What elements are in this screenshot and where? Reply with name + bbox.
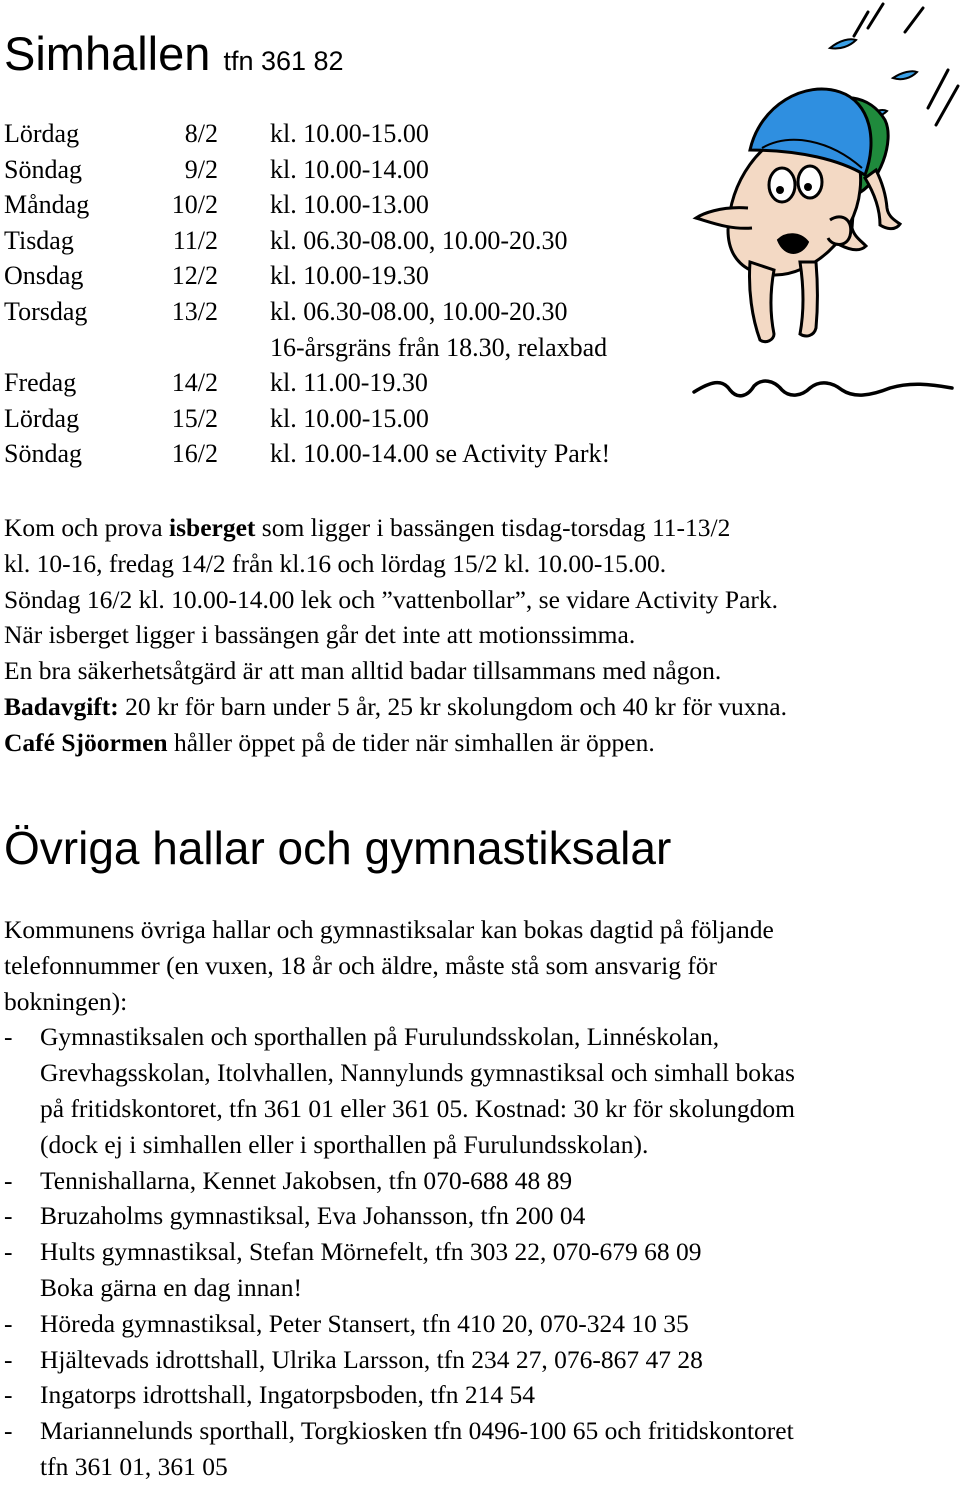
- fee-label: Badavgift:: [4, 691, 119, 721]
- list-dash: -: [4, 1022, 13, 1052]
- simhallen-info: [4, 510, 954, 761]
- booking-list: [4, 1019, 954, 1484]
- list-item-line: Boka gärna en dag innan!: [40, 1272, 302, 1302]
- list-item-line: Gymnastiksalen och sporthallen på Furulundsskolan, Linnéskolan,: [40, 1022, 720, 1052]
- intro-line: telefonnummer (en vuxen, 18 år och äldre, måste stå som ansvarig för: [4, 950, 718, 980]
- list-dash: -: [4, 1237, 13, 1267]
- info-line-1-pre: Kom och prova: [4, 513, 170, 542]
- schedule-time: kl. 10.00-15.00: [270, 403, 429, 433]
- schedule-time: kl. 06.30-08.00, 10.00-20.30: [270, 225, 568, 255]
- list-item: [4, 1163, 954, 1199]
- diver-cartoon-icon: [690, 0, 960, 400]
- list-item-line: Hjältevads idrottshall, Ulrika Larsson, tfn 234 27, 076-867 47 28: [40, 1344, 703, 1374]
- cafe-label: Café Sjöormen: [4, 727, 168, 757]
- list-item-line: Grevhagsskolan, Itolvhallen, Nannylunds gymnastiksal och simhall bokas: [40, 1058, 795, 1088]
- fee-line: [4, 689, 954, 725]
- schedule-time: kl. 10.00-19.30: [270, 261, 429, 291]
- list-item: [4, 1019, 954, 1162]
- ovriga-title: Övriga hallar och gymnastiksalar: [4, 822, 672, 874]
- schedule-time: kl. 11.00-19.30: [270, 368, 428, 398]
- list-item: [4, 1377, 954, 1413]
- list-dash: -: [4, 1416, 13, 1446]
- list-item: [4, 1342, 954, 1378]
- info-line-2: kl. 10-16, fredag 14/2 från kl.16 och lördag 15/2 kl. 10.00-15.00.: [4, 548, 667, 578]
- info-line-3: Söndag 16/2 kl. 10.00-14.00 lek och ”vattenbollar”, se vidare Activity Park.: [4, 584, 779, 614]
- schedule-time: kl. 10.00-15.00: [270, 119, 429, 148]
- schedule-time: kl. 06.30-08.00, 10.00-20.30: [270, 296, 568, 326]
- schedule-date: 13/2: [171, 296, 218, 326]
- cafe-line: [4, 725, 954, 761]
- schedule-date: 12/2: [171, 261, 218, 291]
- schedule-time: kl. 10.00-14.00 se Activity Park!: [270, 439, 611, 469]
- list-item: [4, 1234, 954, 1306]
- list-item: [4, 1413, 954, 1485]
- list-dash: -: [4, 1344, 13, 1374]
- isberget-bold: isberget: [169, 513, 256, 542]
- list-item: [4, 1198, 954, 1234]
- schedule-day: Lördag: [4, 403, 80, 433]
- info-line-1-post: som ligger i bassängen tisdag-torsdag 11-13/2: [255, 513, 731, 542]
- schedule-day: Söndag: [4, 154, 82, 184]
- schedule-day: Fredag: [4, 368, 77, 398]
- schedule-time: kl. 10.00-13.00: [270, 190, 429, 220]
- schedule-date: 14/2: [171, 368, 218, 398]
- schedule-day: Måndag: [4, 190, 90, 220]
- list-item-line: på fritidskontoret, tfn 361 01 eller 361 05. Kostnad: 30 kr för skolungdom: [40, 1093, 795, 1123]
- list-item-line: Bruzaholms gymnastiksal, Eva Johansson, tfn 200 04: [40, 1201, 586, 1231]
- schedule-date: 16/2: [171, 439, 218, 469]
- fee-text: 20 kr för barn under 5 år, 25 kr skolungdom och 40 kr för vuxna.: [118, 691, 787, 721]
- schedule-time: kl. 10.00-14.00: [270, 154, 429, 184]
- schedule-day: Tisdag: [4, 225, 74, 255]
- simhallen-title-text: Simhallen: [4, 27, 211, 80]
- schedule-date: 11/2: [172, 225, 218, 255]
- list-dash: -: [4, 1308, 13, 1338]
- schedule-day: Lördag: [4, 119, 80, 148]
- list-item-line: Mariannelunds sporthall, Torgkiosken tfn 0496-100 65 och fritidskontoret: [40, 1416, 794, 1446]
- schedule-date: 8/2: [184, 119, 218, 148]
- schedule-time: 16-årsgräns från 18.30, relaxbad: [270, 332, 608, 362]
- simhallen-title: [4, 26, 344, 89]
- list-dash: -: [4, 1380, 13, 1410]
- schedule-date: 15/2: [171, 403, 218, 433]
- cafe-text: håller öppet på de tider när simhallen är öppen.: [167, 727, 655, 757]
- info-line-1: [4, 510, 954, 546]
- list-item-line: Höreda gymnastiksal, Peter Stansert, tfn 410 20, 070-324 10 35: [40, 1308, 689, 1338]
- list-item-line: tfn 361 01, 361 05: [40, 1451, 228, 1481]
- info-line-4: När isberget ligger i bassängen går det inte att motionssimma.: [4, 620, 636, 650]
- intro-line: Kommunens övriga hallar och gymnastiksalar kan bokas dagtid på följande: [4, 915, 774, 944]
- schedule-day: Onsdag: [4, 261, 84, 291]
- schedule-date: 10/2: [171, 190, 218, 220]
- list-item-line: (dock ej i simhallen eller i sporthallen på Furulundsskolan).: [40, 1129, 649, 1159]
- list-dash: -: [4, 1201, 13, 1231]
- simhallen-phone: tfn 361 82: [223, 46, 344, 76]
- info-line-5: En bra säkerhetsåtgärd är att man alltid badar tillsammans med någon.: [4, 656, 722, 686]
- list-item-line: Hults gymnastiksal, Stefan Mörnefelt, tfn 303 22, 070-679 68 09: [40, 1237, 702, 1267]
- list-item: [4, 1306, 954, 1342]
- list-dash: -: [4, 1165, 13, 1195]
- intro-line: bokningen):: [4, 986, 128, 1016]
- schedule-day: Söndag: [4, 439, 82, 469]
- schedule-date: 9/2: [184, 154, 218, 184]
- list-item-line: Tennishallarna, Kennet Jakobsen, tfn 070-688 48 89: [40, 1165, 573, 1195]
- ovriga-intro: [4, 912, 954, 1019]
- list-item-line: Ingatorps idrottshall, Ingatorpsboden, tfn 214 54: [40, 1380, 536, 1410]
- schedule-day: Torsdag: [4, 296, 88, 326]
- ovriga-body: [4, 912, 954, 1485]
